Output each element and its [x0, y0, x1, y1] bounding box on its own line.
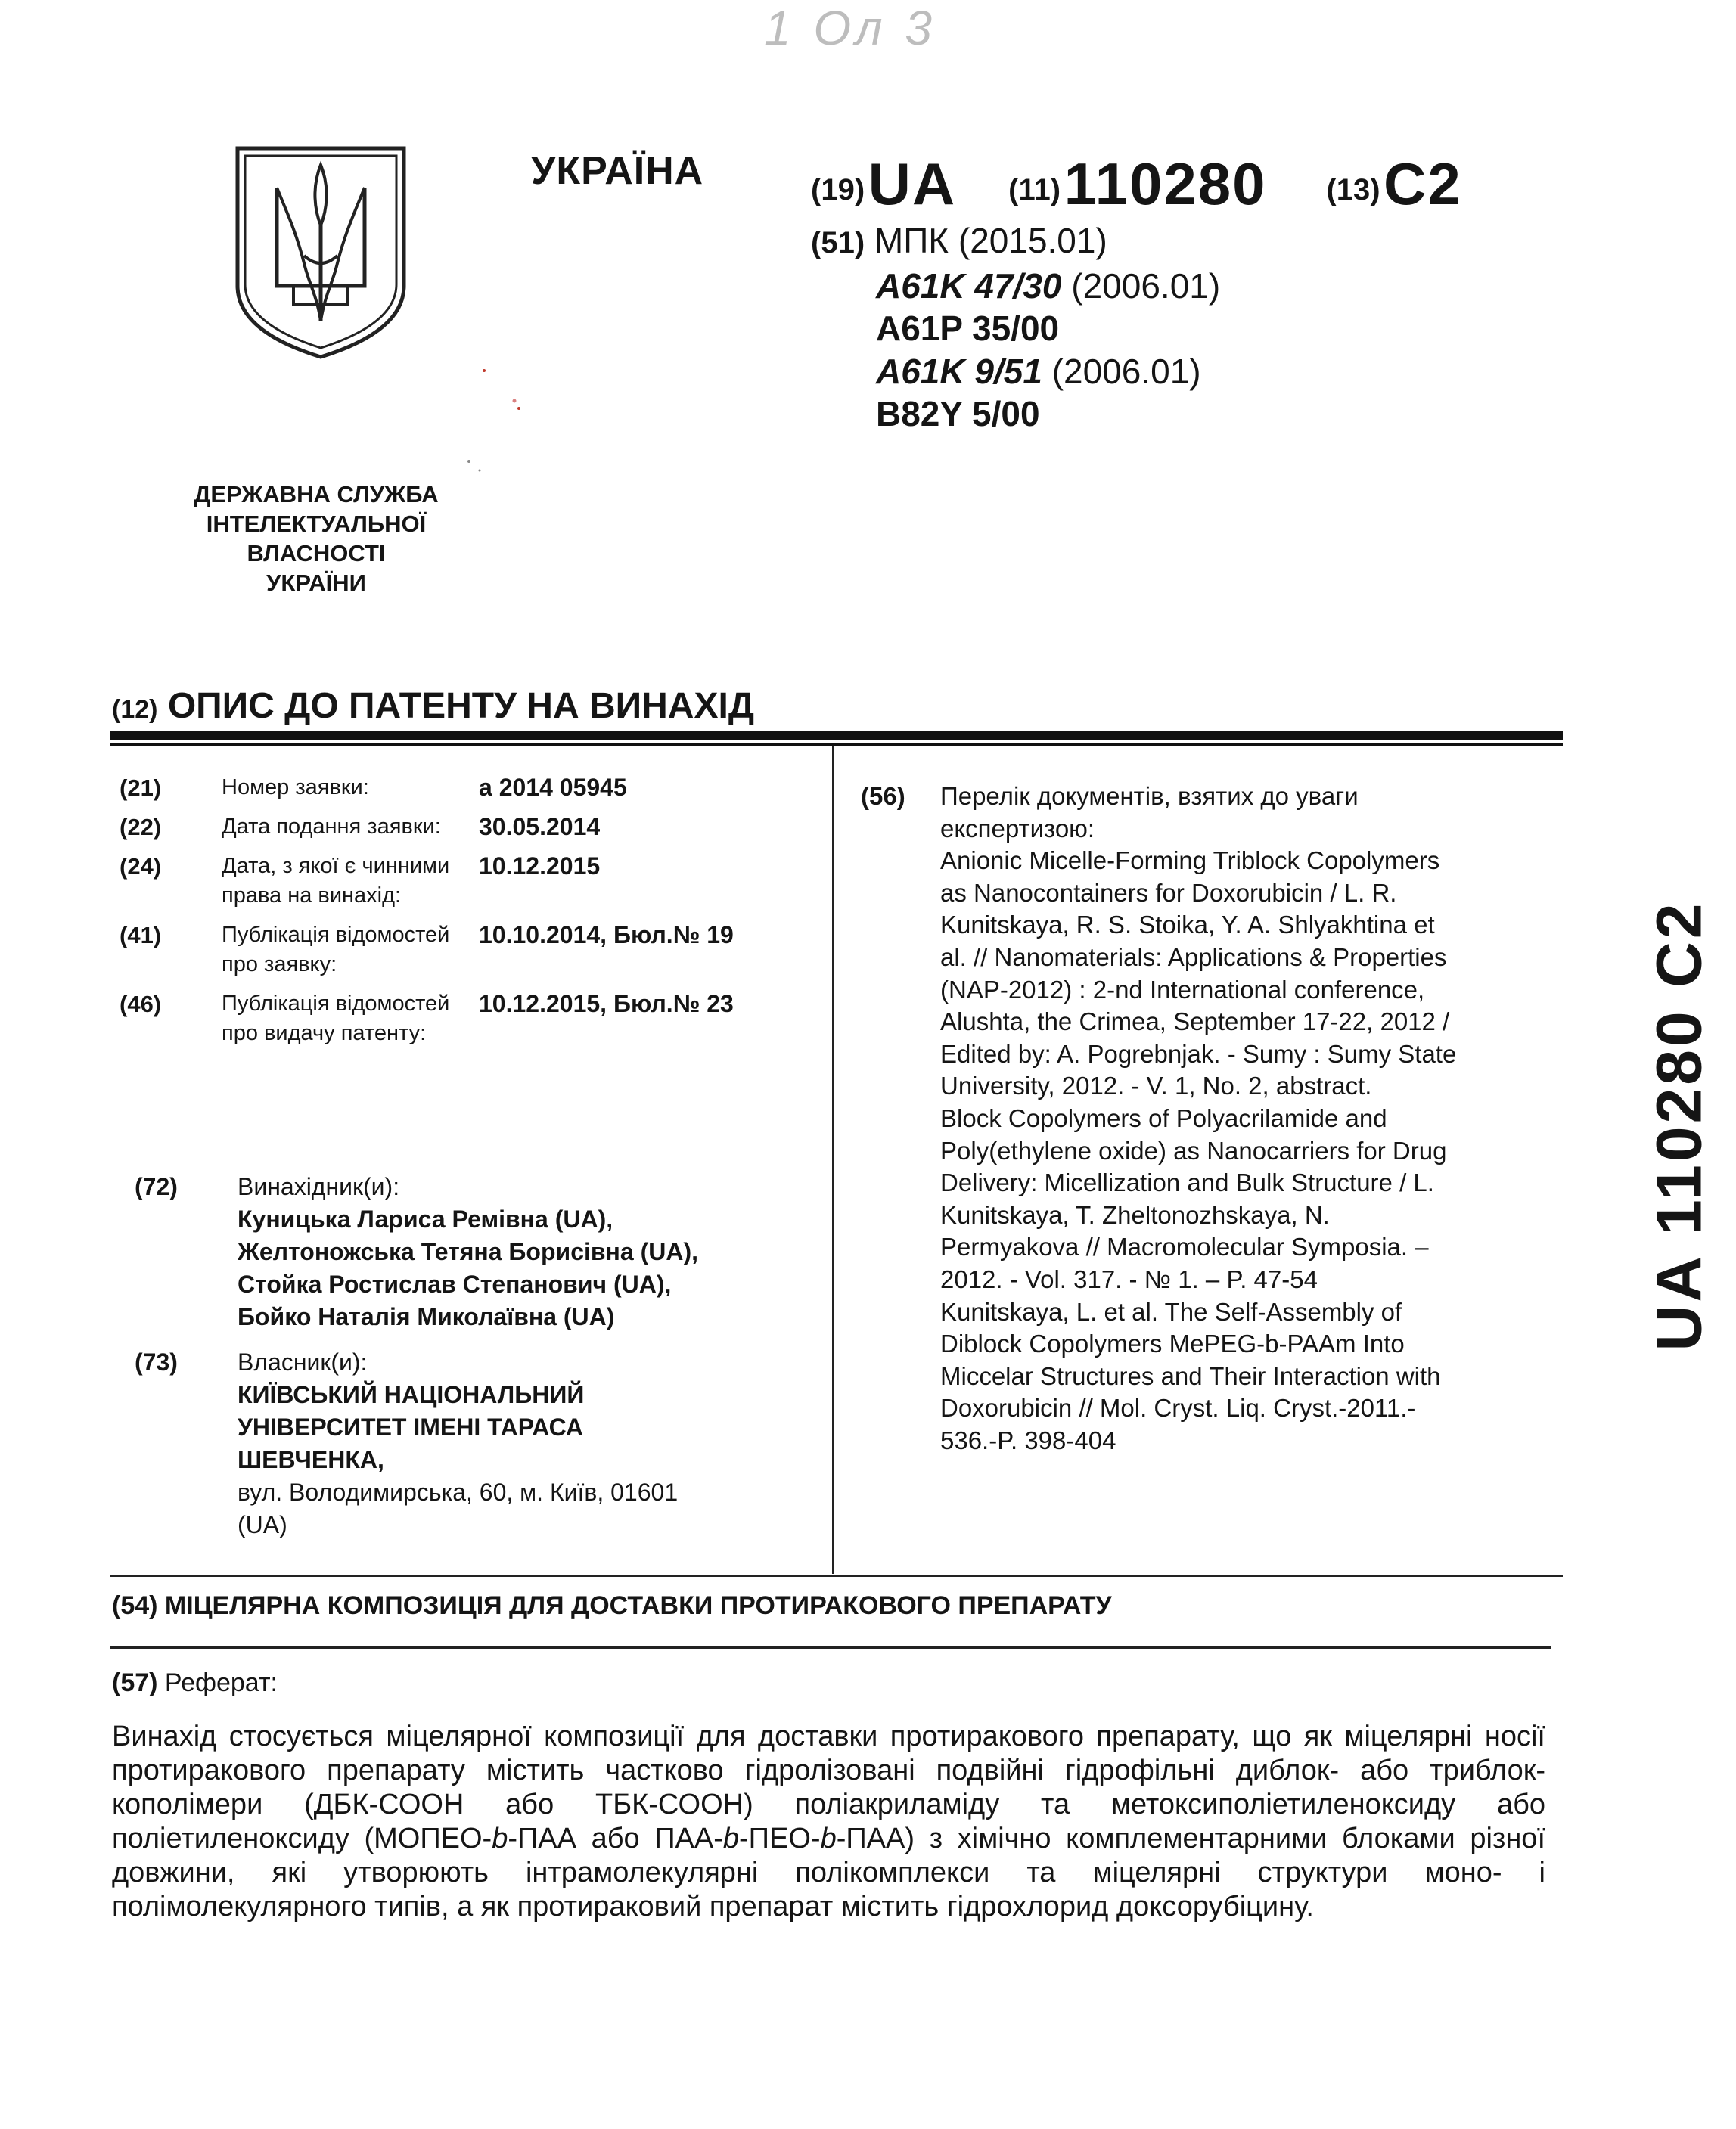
- section-rule: [110, 1646, 1551, 1649]
- agency-line: ДЕРЖАВНА СЛУЖБА: [194, 481, 439, 507]
- reference-line: Kunitskaya, T. Zheltonozhskaya, N.: [940, 1200, 1330, 1229]
- invention-title-text: МІЦЕЛЯРНА КОМПОЗИЦІЯ ДЛЯ ДОСТАВКИ ПРОТИРАКОВОГО ПРЕПАРАТУ: [164, 1591, 1112, 1620]
- abstract-label: Реферат:: [164, 1668, 278, 1697]
- inid-code: (22): [120, 814, 162, 840]
- owner-block: [135, 1346, 831, 1541]
- reference-line: University, 2012. - V. 1, No. 2, abstract.: [940, 1072, 1372, 1100]
- kind-code: C2: [1384, 151, 1462, 217]
- owner-name-line: КИЇВСЬКИЙ НАЦІОНАЛЬНИЙ: [238, 1381, 585, 1408]
- ipc-class: A61K 47/30: [876, 265, 1062, 306]
- invention-title: [112, 1591, 1112, 1621]
- inid-11: (11): [1008, 173, 1061, 206]
- abstract-part: -ПАА) з хімічно комплементарними блоками різної довжини, які утворюють інтрамолекулярні полікомплекси та міцелярні структури моно- і полімолекулярного типів, а як протираковий препарат містить гідрохлорид доксорубіцину.: [112, 1823, 1545, 1923]
- patent-number: 110280: [1064, 151, 1267, 217]
- bibliographic-data: [120, 773, 823, 1058]
- abstract-text: [112, 1720, 1545, 1924]
- owner-address-line: вул. Володимирська, 60, м. Київ, 01601: [238, 1479, 679, 1506]
- bib-row: [120, 773, 823, 802]
- ipc-class: A61P 35/00: [876, 309, 1060, 348]
- ipc-class: B82Y 5/00: [876, 394, 1040, 433]
- bib-label: Дата подання заявки:: [222, 815, 441, 839]
- ipc-block: [811, 219, 1220, 436]
- bib-value: 10.12.2015, Бюл.№ 23: [479, 990, 734, 1017]
- bib-row: [120, 852, 823, 911]
- inid-54: (54): [112, 1591, 158, 1620]
- reference-line: Delivery: Micellization and Bulk Structure / L.: [940, 1168, 1434, 1197]
- header-rule-thick: [110, 731, 1563, 740]
- owner-name-line: УНІВЕРСИТЕТ ІМЕНІ ТАРАСА: [238, 1414, 584, 1441]
- reference-line: as Nanocontainers for Doxorubicin / L. R.: [940, 878, 1397, 907]
- patent-codes: [811, 150, 1462, 219]
- reference-line: Kunitskaya, L. et al. The Self-Assembly of: [940, 1297, 1402, 1326]
- ipc-version: (2006.01): [1061, 265, 1221, 306]
- header-rule-thin: [110, 743, 1563, 746]
- abstract-part: Винахід стосується міцелярної композиції для доставки протиракового препарату, що як міцелярні носії протиракового препарату містить частково гідролізовані подвійні гідрофільні диблок- або триблок-кополімери (ДБК-СООН або ТБК-СООН) поліакриламіду та метоксиполіетиленоксиду або поліетиленоксиду (МОПЕО-: [112, 1721, 1545, 1854]
- inid-code: (41): [120, 922, 162, 948]
- bib-value: 10.10.2014, Бюл.№ 19: [479, 921, 734, 948]
- owner-name-line: ШЕВЧЕНКА,: [238, 1446, 384, 1473]
- inventor-name: Куницька Лариса Ремівна (UA),: [238, 1206, 613, 1233]
- inid-code: (46): [120, 991, 162, 1017]
- bib-value: 10.12.2015: [479, 852, 601, 880]
- inid-code: (56): [861, 782, 905, 810]
- reference-line: Miccelar Structures and Their Interaction with: [940, 1361, 1441, 1390]
- owner-label: Власник(и):: [238, 1348, 368, 1376]
- reference-line: Alushta, the Crimea, September 17-22, 2012 /: [940, 1007, 1450, 1036]
- abstract-part: -ПАА або ПАА-: [508, 1823, 723, 1854]
- inid-code: (24): [120, 853, 162, 880]
- coat-of-arms-icon: [231, 142, 410, 362]
- reference-line: Doxorubicin // Mol. Cryst. Liq. Cryst.-2011.-: [940, 1394, 1416, 1423]
- inventors-block: [135, 1171, 831, 1333]
- owner-address-line: (UA): [238, 1511, 287, 1538]
- abstract-heading: [112, 1668, 278, 1698]
- inid-51: (51): [811, 226, 865, 259]
- reference-line: Block Copolymers of Polyacrilamide and: [940, 1103, 1387, 1132]
- reference-line: 2012. - Vol. 317. - № 1. – P. 47-54: [940, 1265, 1318, 1293]
- inventor-name: Желтоножська Тетяна Борисівна (UA),: [238, 1238, 698, 1265]
- column-divider: [832, 746, 834, 1574]
- reference-line: al. // Nanomaterials: Applications & Properties: [940, 942, 1447, 971]
- side-code-text: UA 110280 C2: [1643, 900, 1715, 1352]
- inid-19: (19): [811, 173, 865, 206]
- bib-label: Публікація відомостей про заявку:: [222, 923, 450, 976]
- country-name: УКРАЇНА: [531, 149, 704, 193]
- inid-12: (12): [112, 695, 158, 724]
- reference-line: (NAP-2012) : 2-nd International conference,: [940, 975, 1425, 1004]
- bib-value: a 2014 05945: [479, 774, 627, 801]
- bib-label: Дата, з якої є чинними права на винахід:: [222, 854, 450, 908]
- inventors-label: Винахідник(и):: [238, 1173, 400, 1200]
- agency-line: ІНТЕЛЕКТУАЛЬНОЇ: [206, 511, 427, 537]
- inid-57: (57): [112, 1668, 158, 1697]
- section-rule: [110, 1575, 1563, 1577]
- reference-line: Diblock Copolymers MePEG-b-PAAm Into: [940, 1330, 1405, 1358]
- bib-value: 30.05.2014: [479, 813, 601, 840]
- inid-code: (72): [135, 1173, 178, 1200]
- reference-line: Kunitskaya, R. S. Stoika, Y. A. Shlyakhtina et: [940, 911, 1435, 939]
- bib-row: [120, 920, 823, 979]
- reference-line: Перелік документів, взятих до уваги: [940, 782, 1359, 810]
- reference-line: Edited by: A. Pogrebnjak. - Sumy : Sumy State: [940, 1039, 1457, 1068]
- side-patent-code: [1615, 900, 1736, 1352]
- ipc-label: МПК (2015.01): [874, 221, 1107, 260]
- cited-references: [861, 781, 1542, 1457]
- abstract-part: -ПЕО-: [739, 1823, 821, 1854]
- bib-label: Публікація відомостей про видачу патенту:: [222, 992, 450, 1045]
- agency-name: [165, 479, 467, 597]
- inid-code: (21): [120, 774, 162, 801]
- reference-line: Poly(ethylene oxide) as Nanocarriers for Drug: [940, 1136, 1447, 1165]
- agency-line: ВЛАСНОСТІ: [247, 540, 386, 566]
- reference-line: 536.-P. 398-404: [940, 1426, 1116, 1454]
- document-type: ОПИС ДО ПАТЕНТУ НА ВИНАХІД: [167, 686, 755, 726]
- inid-13: (13): [1326, 173, 1380, 206]
- bib-row: [120, 989, 823, 1048]
- reference-line: Permyakova // Macromolecular Symposia. –: [940, 1233, 1429, 1262]
- inventor-name: Бойко Наталія Миколаївна (UA): [238, 1303, 615, 1330]
- bib-row: [120, 812, 823, 842]
- inventor-name: Стойка Ростислав Степанович (UA),: [238, 1271, 672, 1298]
- reference-line: Anionic Micelle-Forming Triblock Copolymers: [940, 846, 1440, 875]
- ipc-class: A61K 9/51: [876, 351, 1042, 391]
- document-type-title: [112, 685, 754, 727]
- abstract-italic-b: b: [722, 1823, 740, 1854]
- handwritten-mark: 1 Ол 3: [764, 1, 936, 55]
- country-code: UA: [868, 151, 957, 217]
- abstract-italic-b: b: [820, 1823, 837, 1854]
- reference-line: експертизою:: [940, 814, 1095, 843]
- agency-line: УКРАЇНИ: [266, 569, 366, 596]
- scan-specks: [454, 348, 545, 484]
- abstract-italic-b: b: [492, 1823, 508, 1854]
- ipc-version: (2006.01): [1042, 351, 1201, 391]
- inid-code: (73): [135, 1348, 178, 1376]
- bib-label: Номер заявки:: [222, 775, 369, 799]
